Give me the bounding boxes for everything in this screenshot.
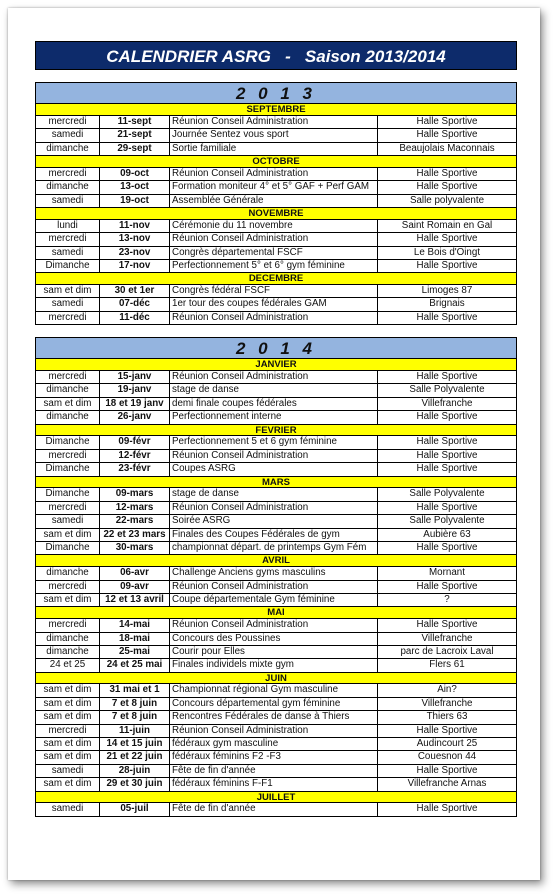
table-row [35,488,517,501]
day-cell: samedi [36,195,100,207]
date-cell: 30 et 1er [100,285,170,297]
event-cell: Coupe départementale Gym féminine [170,594,378,606]
date-cell: 06-avr [100,567,170,579]
day-cell: mercredi [36,371,100,383]
place-cell: Halle Sportive [416,724,478,736]
event-cell: stage de danse [170,488,378,500]
date-cell: 14-mai [100,619,170,631]
place-cell: Aubière 63 [423,528,471,540]
event-cell: Concours départemental gym féminine [170,698,378,710]
day-cell: mercredi [36,312,100,324]
event-cell: Assemblée Générale [170,195,378,207]
place-cell: parc de Lacroix Laval [400,645,494,657]
place-cell: Salle polyvalente [409,194,485,206]
place-cell: Thiers 63 [426,711,468,723]
place-cell: Saint Romain en Gal [401,219,493,231]
event-cell: Formation moniteur 4° et 5° GAF + Perf GAM [170,181,378,193]
day-cell: samedi [36,515,100,527]
event-cell: Réunion Conseil Administration [170,502,378,514]
table-row [35,247,517,260]
event-cell: Championnat régional Gym masculine [170,684,378,696]
date-cell: 19-oct [100,195,170,207]
day-cell: mercredi [36,581,100,593]
table-row [35,220,517,233]
spacer [35,325,517,337]
date-cell: 17-nov [100,260,170,272]
day-cell: sam et dim [36,594,100,606]
table-row [35,619,517,632]
table-row [35,778,517,791]
year-header: 2 0 1 3 [35,82,517,104]
day-cell: samedi [36,247,100,259]
month-header: AVRIL [35,555,517,567]
event-cell: Perfectionnement 5° et 6° gym féminine [170,260,378,272]
place-cell: Halle Sportive [416,501,478,513]
date-cell: 11-juin [100,725,170,737]
date-cell: 13-nov [100,233,170,245]
date-cell: 09-avr [100,581,170,593]
event-cell: Réunion Conseil Administration [170,116,378,128]
place-cell: Halle Sportive [416,580,478,592]
date-cell: 26-janv [100,411,170,423]
date-cell: 18-mai [100,633,170,645]
day-cell: Dimanche [36,542,100,554]
place-cell: Halle Sportive [416,167,478,179]
event-cell: Congrès fédéral FSCF [170,285,378,297]
day-cell: sam et dim [36,751,100,763]
event-cell: Réunion Conseil Administration [170,168,378,180]
place-cell: Halle Sportive [416,803,478,815]
table-row [35,725,517,738]
event-cell: Perfectionnement interne [170,411,378,423]
place-cell: Halle Sportive [416,371,478,383]
month-header: JANVIER [35,359,517,371]
place-cell: Halle Sportive [416,764,478,776]
table-row [35,450,517,463]
month-header: JUILLET [35,792,517,804]
day-cell: sam et dim [36,398,100,410]
calendar-body [35,82,517,817]
date-cell: 12-mars [100,502,170,514]
date-cell: 23-févr [100,463,170,475]
date-cell: 29-sept [100,143,170,155]
calendar-sheet [35,41,517,817]
table-row [35,129,517,142]
date-cell: 29 et 30 juin [100,778,170,790]
date-cell: 15-janv [100,371,170,383]
day-cell: Dimanche [36,260,100,272]
event-cell: Fête de fin d'année [170,765,378,777]
table-row [35,581,517,594]
event-cell: Coupes ASRG [170,463,378,475]
event-cell: fédéraux gym masculine [170,738,378,750]
event-cell: 1er tour des coupes fédérales GAM [170,298,378,310]
table-row [35,371,517,384]
place-cell: Beaujolais Maconnais [399,142,495,154]
date-cell: 11-nov [100,220,170,232]
day-cell: sam et dim [36,711,100,723]
day-cell: mercredi [36,619,100,631]
month-header: SEPTEMBRE [35,104,517,116]
place-cell: Halle Sportive [416,463,478,475]
table-row [35,298,517,311]
table-row [35,181,517,194]
day-cell: dimanche [36,646,100,658]
event-cell: Réunion Conseil Administration [170,371,378,383]
event-cell: Réunion Conseil Administration [170,581,378,593]
table-row [35,384,517,397]
day-cell: dimanche [36,411,100,423]
place-cell: Mornant [429,567,465,579]
date-cell: 11-déc [100,312,170,324]
table-row [35,502,517,515]
place-cell: Ain? [437,684,457,696]
place-cell: Salle Polyvalente [409,384,485,396]
date-cell: 09-mars [100,488,170,500]
event-cell: Rencontres Fédérales de danse à Thiers [170,711,378,723]
month-header: DECEMBRE [35,273,517,285]
table-row [35,312,517,325]
place-cell: Salle Polyvalente [409,488,485,500]
date-cell: 11-sept [100,116,170,128]
date-cell: 12 et 13 avril [100,594,170,606]
date-cell: 22-mars [100,515,170,527]
day-cell: sam et dim [36,285,100,297]
place-cell: Halle Sportive [416,181,478,193]
place-cell: Salle Polyvalente [409,515,485,527]
event-cell: Cérémonie du 11 novembre [170,220,378,232]
table-row [35,803,517,816]
place-cell: Halle Sportive [416,436,478,448]
date-cell: 13-oct [100,181,170,193]
event-cell: stage de danse [170,384,378,396]
date-cell: 7 et 8 juin [100,698,170,710]
day-cell: dimanche [36,143,100,155]
place-cell: Halle Sportive [416,115,478,127]
event-cell: Congrès départemental FSCF [170,247,378,259]
event-cell: Finales individels mixte gym [170,659,378,671]
day-cell: Dimanche [36,436,100,448]
event-cell: championnat départ. de printemps Gym Fém [170,542,378,554]
month-header: NOVEMBRE [35,208,517,220]
event-cell: Courir pour Elles [170,646,378,658]
event-cell: Journée Sentez vous sport [170,129,378,141]
day-cell: samedi [36,765,100,777]
table-row [35,233,517,246]
table-row [35,594,517,607]
place-cell: Villefranche [421,697,473,709]
date-cell: 09-févr [100,436,170,448]
day-cell: mercredi [36,450,100,462]
day-cell: samedi [36,129,100,141]
place-cell: Couesnon 44 [417,751,477,763]
month-header: OCTOBRE [35,156,517,168]
table-row [35,195,517,208]
day-cell: dimanche [36,567,100,579]
month-header: FEVRIER [35,425,517,437]
table-row [35,168,517,181]
event-cell: Concours des Poussines [170,633,378,645]
day-cell: Dimanche [36,488,100,500]
place-cell: Audincourt 25 [416,738,478,750]
event-cell: Réunion Conseil Administration [170,233,378,245]
day-cell: mercredi [36,233,100,245]
day-cell: 24 et 25 [36,659,100,671]
place-cell: Halle Sportive [416,129,478,141]
place-cell: Halle Sportive [416,449,478,461]
day-cell: dimanche [36,384,100,396]
table-row [35,542,517,555]
table-row [35,738,517,751]
day-cell: lundi [36,220,100,232]
spacer [35,70,517,82]
event-cell: Réunion Conseil Administration [170,450,378,462]
table-row [35,567,517,580]
day-cell: sam et dim [36,529,100,541]
day-cell: dimanche [36,633,100,645]
date-cell: 23-nov [100,247,170,259]
table-row [35,684,517,697]
date-cell: 12-févr [100,450,170,462]
calendar-title: CALENDRIER ASRG - Saison 2013/2014 [35,41,517,70]
day-cell: mercredi [36,725,100,737]
place-cell: ? [444,593,450,605]
place-cell: Villefranche Arnas [407,778,487,790]
day-cell: sam et dim [36,738,100,750]
day-cell: samedi [36,298,100,310]
table-row [35,751,517,764]
table-row [35,659,517,672]
event-cell: fédéraux féminins F-F1 [170,778,378,790]
table-row [35,633,517,646]
table-row [35,398,517,411]
date-cell: 07-déc [100,298,170,310]
event-cell: Perfectionnement 5 et 6 gym féminine [170,436,378,448]
day-cell: sam et dim [36,684,100,696]
table-row [35,143,517,156]
date-cell: 28-juin [100,765,170,777]
event-cell: Challenge Anciens gyms masculins [170,567,378,579]
event-cell: Réunion Conseil Administration [170,619,378,631]
date-cell: 14 et 15 juin [100,738,170,750]
table-row [35,515,517,528]
place-cell: Halle Sportive [416,411,478,423]
date-cell: 31 mai et 1 [100,684,170,696]
place-cell: Limoges 87 [421,285,473,297]
place-cell: Villefranche [421,632,473,644]
date-cell: 21 et 22 juin [100,751,170,763]
day-cell: mercredi [36,168,100,180]
event-cell: Soirée ASRG [170,515,378,527]
table-row [35,711,517,724]
table-row [35,285,517,298]
event-cell: fédéraux féminins F2 -F3 [170,751,378,763]
date-cell: 24 et 25 mai [100,659,170,671]
month-header: MARS [35,477,517,489]
date-cell: 25-mai [100,646,170,658]
table-row [35,463,517,476]
date-cell: 22 et 23 mars [100,529,170,541]
place-cell: Villefranche [421,397,473,409]
place-cell: Le Bois d'Oingt [413,246,481,258]
month-header: MAI [35,607,517,619]
date-cell: 7 et 8 juin [100,711,170,723]
place-cell: Flers 61 [429,659,465,671]
table-row [35,116,517,129]
event-cell: Sortie familiale [170,143,378,155]
event-cell: Réunion Conseil Administration [170,312,378,324]
day-cell: mercredi [36,116,100,128]
place-cell: Halle Sportive [416,311,478,323]
place-cell: Halle Sportive [416,541,478,553]
date-cell: 19-janv [100,384,170,396]
event-cell: demi finale coupes fédérales [170,398,378,410]
date-cell: 30-mars [100,542,170,554]
table-row [35,646,517,659]
date-cell: 18 et 19 janv [100,398,170,410]
day-cell: dimanche [36,181,100,193]
event-cell: Réunion Conseil Administration [170,725,378,737]
table-row [35,436,517,449]
place-cell: Halle Sportive [416,233,478,245]
event-cell: Fête de fin d'année [170,803,378,815]
event-cell: Finales des Coupes Fédérales de gym [170,529,378,541]
place-cell: Halle Sportive [416,259,478,271]
day-cell: sam et dim [36,778,100,790]
place-cell: Brignais [429,298,465,310]
month-header: JUIN [35,673,517,685]
table-row [35,529,517,542]
day-cell: mercredi [36,502,100,514]
year-header: 2 0 1 4 [35,337,517,359]
day-cell: samedi [36,803,100,815]
place-cell: Halle Sportive [416,619,478,631]
date-cell: 21-sept [100,129,170,141]
day-cell: Dimanche [36,463,100,475]
date-cell: 05-juil [100,803,170,815]
table-row [35,411,517,424]
table-row [35,698,517,711]
table-row [35,765,517,778]
date-cell: 09-oct [100,168,170,180]
table-row [35,260,517,273]
day-cell: sam et dim [36,698,100,710]
